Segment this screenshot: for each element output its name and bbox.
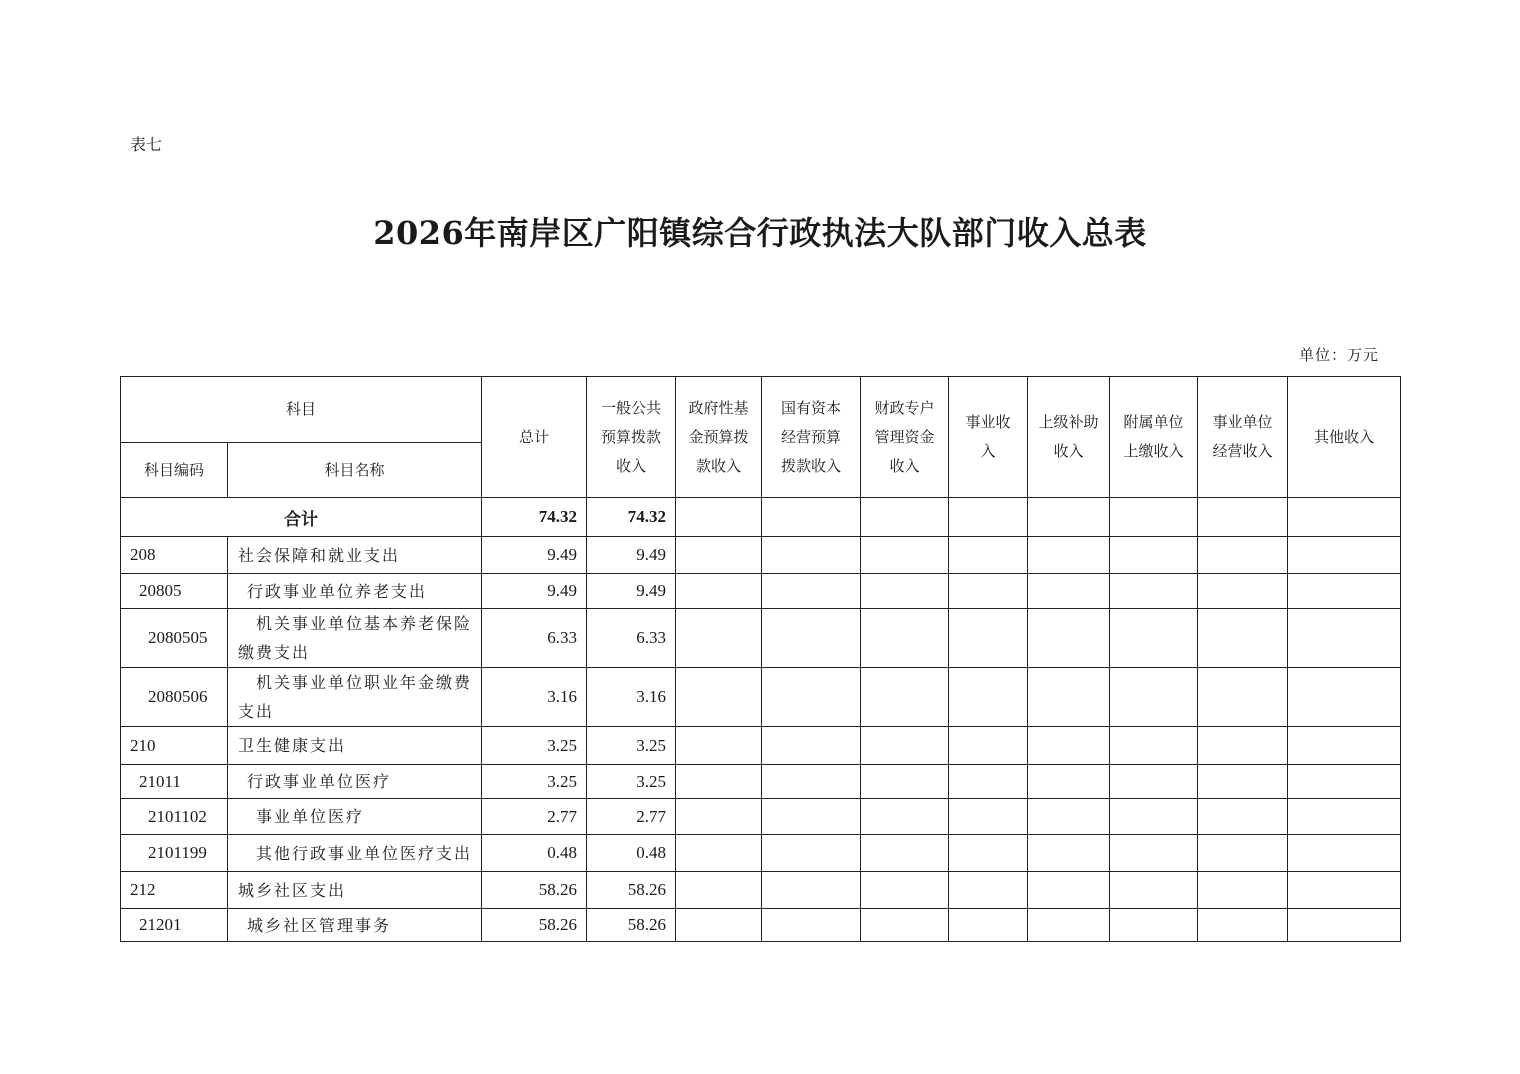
row-name: 其他行政事业单位医疗支出	[228, 835, 482, 872]
table-row	[121, 668, 1401, 727]
table-row	[121, 574, 1401, 609]
header-affiliated-unit: 附属单位上缴收入	[1110, 377, 1198, 498]
row-general-budget: 3.25	[587, 765, 676, 799]
row-general-budget: 6.33	[587, 609, 676, 668]
row-name: 事业单位医疗	[228, 799, 482, 835]
total-label: 合计	[121, 498, 482, 537]
row-general-budget: 58.26	[587, 909, 676, 942]
header-name: 科目名称	[228, 443, 482, 498]
row-general-budget: 9.49	[587, 574, 676, 609]
row-total: 58.26	[482, 872, 587, 909]
row-code: 208	[121, 537, 228, 574]
table-row	[121, 765, 1401, 799]
row-total: 0.48	[482, 835, 587, 872]
table-row	[121, 609, 1401, 668]
table-number: 表七	[130, 135, 163, 154]
header-fiscal-account: 财政专户管理资金收入	[861, 377, 949, 498]
row-code: 2080506	[121, 668, 228, 727]
row-code: 2101199	[121, 835, 228, 872]
row-total: 2.77	[482, 799, 587, 835]
row-total: 9.49	[482, 574, 587, 609]
row-code: 210	[121, 727, 228, 765]
row-name: 行政事业单位养老支出	[228, 574, 482, 609]
row-general-budget: 58.26	[587, 872, 676, 909]
header-other-income: 其他收入	[1288, 377, 1401, 498]
row-name: 城乡社区管理事务	[228, 909, 482, 942]
row-general-budget: 3.25	[587, 727, 676, 765]
header-total: 总计	[482, 377, 587, 498]
header-superior-subsidy: 上级补助收入	[1028, 377, 1110, 498]
total-row	[121, 498, 1401, 537]
header-subject: 科目	[121, 377, 482, 443]
row-general-budget: 0.48	[587, 835, 676, 872]
table-row	[121, 909, 1401, 942]
row-code: 212	[121, 872, 228, 909]
row-code: 21201	[121, 909, 228, 942]
header-gov-fund: 政府性基金预算拨款收入	[676, 377, 762, 498]
row-name: 城乡社区支出	[228, 872, 482, 909]
row-total: 3.16	[482, 668, 587, 727]
document-title: 2026年南岸区广阳镇综合行政执法大队部门收入总表	[373, 214, 1147, 252]
total-general-budget: 74.32	[587, 498, 676, 537]
table-row	[121, 835, 1401, 872]
row-code: 2101102	[121, 799, 228, 835]
total-value: 74.32	[482, 498, 587, 537]
header-business-income: 事业收入	[949, 377, 1028, 498]
row-code: 21011	[121, 765, 228, 799]
row-name: 行政事业单位医疗	[228, 765, 482, 799]
header-code: 科目编码	[121, 443, 228, 498]
row-total: 9.49	[482, 537, 587, 574]
row-total: 6.33	[482, 609, 587, 668]
header-general-budget: 一般公共预算拨款收入	[587, 377, 676, 498]
table-row	[121, 799, 1401, 835]
row-general-budget: 9.49	[587, 537, 676, 574]
table-row	[121, 537, 1401, 574]
row-general-budget: 2.77	[587, 799, 676, 835]
income-table	[120, 376, 1401, 942]
header-state-capital: 国有资本经营预算拨款收入	[762, 377, 861, 498]
header-unit-operation: 事业单位经营收入	[1198, 377, 1288, 498]
row-name: 机关事业单位职业年金缴费支出	[228, 668, 482, 727]
table-row	[121, 872, 1401, 909]
row-total: 3.25	[482, 727, 587, 765]
unit-label: 单位：万元	[1299, 346, 1380, 364]
row-name: 卫生健康支出	[228, 727, 482, 765]
row-name: 社会保障和就业支出	[228, 537, 482, 574]
row-code: 20805	[121, 574, 228, 609]
row-general-budget: 3.16	[587, 668, 676, 727]
row-total: 3.25	[482, 765, 587, 799]
row-name: 机关事业单位基本养老保险缴费支出	[228, 609, 482, 668]
table-row	[121, 727, 1401, 765]
row-code: 2080505	[121, 609, 228, 668]
row-total: 58.26	[482, 909, 587, 942]
